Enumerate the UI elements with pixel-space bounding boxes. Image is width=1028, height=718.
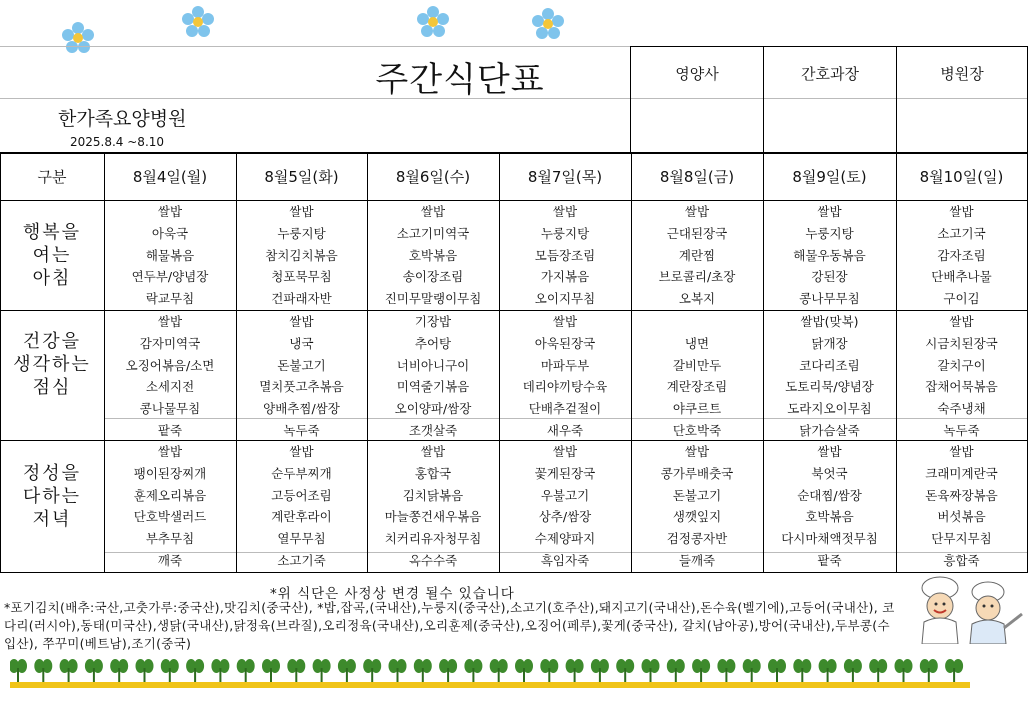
menu-item-lunch-sun: 녹두죽 — [943, 423, 980, 438]
menu-item-breakfast-sat: 콩나무무침 — [799, 291, 860, 307]
approval-nutritionist: 영양사 — [675, 65, 719, 83]
menu-item-dinner-sat: 순대찜/쌈장 — [797, 487, 862, 503]
sprout-icon — [313, 659, 331, 682]
menu-item-breakfast-fri: 쌀밥 — [684, 204, 710, 219]
header-category: 구분 — [37, 168, 67, 186]
menu-item-lunch-sat: 닭개장 — [811, 335, 848, 351]
menu-item-dinner-sat: 다시마채액젓무침 — [781, 531, 878, 547]
menu-item-breakfast-thu: 누룽지탕 — [540, 225, 590, 241]
menu-item-lunch-fri: 야쿠르트 — [672, 401, 722, 417]
menu-item-lunch-mon: 쌀밥 — [157, 314, 183, 329]
menu-item-lunch-tue: 냉국 — [289, 335, 314, 351]
menu-item-dinner-tue: 순두부찌개 — [271, 465, 332, 481]
menu-item-dinner-thu: 수제양파지 — [534, 531, 596, 547]
meal-label-line: 생각하는 — [13, 354, 91, 375]
menu-item-breakfast-wed: 진미무말랭이무침 — [384, 291, 482, 307]
menu-item-breakfast-wed: 쌀밥 — [420, 204, 446, 219]
sprout-icon — [667, 659, 685, 682]
menu-item-dinner-wed: 김치닭볶음 — [402, 487, 464, 503]
flower-icon — [415, 4, 451, 40]
sprout-icon — [211, 659, 229, 682]
header-day-thu: 8월7일(목) — [527, 168, 603, 186]
menu-item-breakfast-sun: 감자조림 — [937, 247, 986, 263]
flower-icon — [530, 6, 566, 42]
menu-item-breakfast-sat: 쌀밥 — [817, 204, 842, 219]
menu-item-dinner-fri: 검정콩자반 — [666, 531, 728, 547]
menu-item-lunch-thu: 새우죽 — [546, 423, 584, 438]
menu-item-dinner-wed: 옥수수죽 — [408, 553, 458, 568]
meal-label-lunch — [0, 330, 104, 399]
menu-item-breakfast-tue: 건파래자반 — [271, 291, 332, 307]
menu-item-breakfast-tue: 참치김치볶음 — [265, 247, 338, 263]
menu-item-dinner-thu: 꽃게된장국 — [534, 465, 596, 481]
meal-label-line: 정성을 — [22, 463, 82, 484]
menu-item-lunch-thu: 단배추겉절이 — [528, 401, 602, 417]
sprout-icon — [60, 659, 78, 682]
menu-item-lunch-wed: 추어탕 — [414, 335, 452, 351]
sprout-icon — [490, 659, 508, 682]
meal-label-breakfast — [0, 221, 104, 290]
menu-item-dinner-sat: 팥죽 — [817, 553, 842, 568]
menu-item-dinner-fri: 들깨죽 — [678, 553, 716, 568]
menu-item-lunch-wed: 조갯살죽 — [408, 423, 458, 438]
sprout-icon — [439, 659, 457, 682]
sprout-icon — [110, 659, 128, 682]
menu-item-dinner-fri: 생깻잎지 — [672, 509, 722, 525]
menu-item-lunch-tue: 돈불고기 — [277, 357, 326, 373]
menu-item-breakfast-sun: 구이김 — [943, 291, 980, 307]
menu-item-lunch-fri: 냉면 — [684, 335, 710, 351]
sprout-icon — [692, 659, 710, 682]
menu-item-breakfast-thu: 가지볶음 — [540, 269, 590, 285]
menu-item-lunch-mon: 소세지전 — [145, 379, 195, 395]
menu-item-dinner-sun: 크래미계란국 — [925, 465, 998, 481]
menu-item-dinner-thu: 상추/쌈장 — [538, 509, 592, 525]
hospital-name: 한가족요양병원 — [58, 108, 187, 130]
menu-item-breakfast-fri: 브로콜리/초장 — [658, 269, 736, 285]
sprout-icon — [85, 659, 103, 682]
menu-item-dinner-mon: 부추무침 — [145, 531, 195, 547]
menu-item-lunch-mon: 감자미역국 — [139, 335, 201, 351]
sprout-icon — [945, 659, 963, 682]
menu-item-lunch-fri: 계란장조림 — [666, 379, 728, 395]
sprout-icon — [136, 659, 154, 682]
menu-item-lunch-thu: 쌀밥 — [552, 314, 578, 329]
sprout-icon — [819, 659, 837, 682]
sprout-icon — [464, 659, 482, 682]
menu-item-breakfast-sun: 쌀밥 — [949, 204, 974, 219]
meal-label-line: 점심 — [32, 377, 72, 398]
menu-item-lunch-sun: 잡채어묵볶음 — [925, 379, 998, 395]
menu-item-lunch-wed: 너비아니구이 — [396, 357, 470, 373]
menu-item-lunch-sun: 숙주냉채 — [937, 401, 986, 417]
menu-item-lunch-tue: 쌀밥 — [289, 314, 314, 329]
menu-period: 2025.8.4 ~8.10 — [70, 135, 165, 149]
menu-item-lunch-thu: 아욱된장국 — [534, 335, 596, 351]
menu-item-lunch-wed: 미역줄기볶음 — [396, 379, 470, 395]
menu-item-dinner-sat: 호박볶음 — [805, 509, 854, 525]
sprout-icon — [642, 659, 660, 682]
menu-item-dinner-thu: 흑임자죽 — [540, 553, 590, 568]
menu-item-breakfast-mon: 쌀밥 — [157, 204, 183, 219]
sprout-icon — [591, 659, 609, 682]
menu-item-breakfast-thu: 쌀밥 — [552, 204, 578, 219]
menu-item-lunch-mon: 팥죽 — [157, 423, 183, 438]
sprout-icon — [616, 659, 634, 682]
header-day-fri: 8월8일(금) — [659, 168, 735, 186]
menu-item-dinner-sat: 쌀밥 — [817, 444, 842, 459]
sprout-icon — [186, 659, 204, 682]
menu-item-dinner-mon: 깨죽 — [157, 553, 183, 568]
menu-item-lunch-sat: 쌀밥(맞복) — [800, 314, 859, 329]
origin-info: *포기김치(배추:국산,고춧가루:중국산),맛김치(중국산), *밥,잡곡,(국내산),누룽지(중국산),소고기(호주산),돼지고기(국내산),돈수육(벨기에),고등어(국내산), 코다리(러시아),동태(미국산),생닭(국내산),닭정육(브라질),오리정육(국내산),오리훈제(중국산),오징어(페루),꽃게(중국산), 갈치(남아공),방어(국내산),두부콩(수입산), 쭈꾸미(베트남),조기(중국) — [4, 600, 895, 651]
menu-item-breakfast-mon: 락교무침 — [145, 291, 195, 307]
header-day-mon: 8월4일(월) — [132, 168, 208, 186]
sprout-icon — [869, 659, 887, 682]
menu-item-breakfast-tue: 쌀밥 — [289, 204, 314, 219]
menu-item-dinner-tue: 소고기죽 — [277, 553, 326, 568]
menu-item-breakfast-fri: 오복지 — [678, 291, 716, 307]
menu-item-lunch-sat: 도토리묵/양념장 — [785, 379, 874, 395]
menu-item-breakfast-sat: 강된장 — [811, 269, 848, 285]
sprout-icon — [566, 659, 584, 682]
menu-item-breakfast-wed: 송이장조림 — [402, 269, 464, 285]
sprout-icon — [10, 659, 27, 682]
menu-item-dinner-wed: 쌀밥 — [420, 444, 446, 459]
menu-item-dinner-sun: 쌀밥 — [949, 444, 974, 459]
plant-fence-decoration — [10, 654, 970, 694]
menu-item-lunch-wed: 오이양파/쌈장 — [394, 401, 472, 417]
page-title: 주간식단표 — [375, 60, 545, 100]
menu-item-breakfast-fri: 계란찜 — [678, 247, 716, 263]
menu-item-lunch-tue: 양배추찜/쌈장 — [263, 401, 340, 417]
menu-item-dinner-fri: 쌀밥 — [684, 444, 710, 459]
menu-item-lunch-tue: 녹두죽 — [283, 423, 320, 438]
menu-item-lunch-fri — [632, 311, 762, 332]
menu-item-lunch-thu: 마파두부 — [540, 357, 590, 373]
menu-item-breakfast-mon: 연두부/양념장 — [131, 269, 209, 285]
header-day-tue: 8월5일(화) — [264, 168, 339, 186]
meal-label-line: 건강을 — [22, 331, 82, 352]
menu-item-lunch-sun: 시금치된장국 — [925, 335, 998, 351]
sprout-icon — [161, 659, 179, 682]
menu-item-breakfast-fri: 근대된장국 — [666, 225, 728, 241]
approval-director: 병원장 — [940, 65, 984, 83]
menu-item-dinner-fri: 콩가루배춧국 — [660, 465, 734, 481]
sprout-icon — [389, 659, 407, 682]
menu-item-dinner-wed: 마늘쫑건새우볶음 — [384, 509, 482, 525]
meal-label-line: 다하는 — [22, 486, 82, 507]
header-day-wed: 8월6일(수) — [395, 168, 471, 186]
meal-label-line: 여는 — [32, 245, 72, 266]
menu-item-breakfast-wed: 호박볶음 — [408, 247, 458, 263]
menu-item-breakfast-sat: 해물우동볶음 — [793, 247, 866, 263]
menu-item-dinner-tue: 계란후라이 — [271, 509, 332, 525]
sprout-icon — [717, 659, 735, 682]
menu-item-lunch-tue: 멸치풋고추볶음 — [259, 379, 344, 395]
menu-item-dinner-mon: 훈제오리볶음 — [133, 487, 207, 503]
menu-item-dinner-mon: 쌀밥 — [157, 444, 183, 459]
sprout-icon — [768, 659, 786, 682]
sprout-icon — [262, 659, 280, 682]
menu-item-lunch-thu: 데리야끼탕수육 — [522, 379, 608, 395]
chefs-illustration — [900, 574, 1026, 644]
menu-item-lunch-sat: 도라지오이무침 — [787, 401, 872, 417]
menu-item-lunch-fri: 단호박죽 — [672, 423, 722, 438]
menu-item-breakfast-thu: 모듬장조림 — [534, 247, 596, 263]
sprout-icon — [237, 659, 255, 682]
meal-label-line: 아침 — [32, 268, 72, 289]
sprout-icon — [895, 659, 913, 682]
sprout-icon — [920, 659, 938, 682]
sprout-icon — [34, 659, 52, 682]
menu-item-dinner-sun: 돈육짜장볶음 — [925, 487, 998, 503]
flower-icon — [180, 4, 216, 40]
menu-item-lunch-mon: 오징어볶음/소면 — [125, 357, 215, 373]
sprout-icon — [743, 659, 761, 682]
menu-item-lunch-mon: 콩나물무침 — [139, 401, 201, 417]
sprout-icon — [844, 659, 862, 682]
header-day-sat: 8월9일(토) — [792, 168, 867, 186]
sprout-icon — [363, 659, 381, 682]
header-day-sun: 8월10일(일) — [919, 168, 1004, 186]
menu-item-dinner-sun: 버섯볶음 — [937, 509, 986, 525]
menu-item-dinner-thu: 우불고기 — [540, 487, 590, 503]
menu-item-dinner-mon: 팽이된장찌개 — [133, 465, 207, 481]
menu-item-breakfast-tue: 청포묵무침 — [271, 269, 332, 285]
menu-item-lunch-fri: 갈비만두 — [672, 357, 722, 373]
sprout-icon — [515, 659, 533, 682]
meal-label-line: 저녁 — [32, 509, 72, 530]
menu-item-breakfast-sun: 소고기국 — [937, 225, 986, 241]
menu-item-lunch-sat: 닭가슴살죽 — [799, 423, 860, 438]
menu-item-dinner-tue: 쌀밥 — [289, 444, 314, 459]
menu-item-lunch-sun: 갈치구이 — [937, 357, 986, 373]
menu-item-breakfast-mon: 해물볶음 — [145, 247, 195, 263]
menu-item-breakfast-tue: 누룽지탕 — [277, 225, 326, 241]
menu-item-dinner-wed: 치커리유자청무침 — [384, 531, 482, 547]
menu-item-lunch-sun: 쌀밥 — [949, 314, 974, 329]
menu-item-dinner-sun: 단무지무침 — [931, 531, 992, 547]
sprout-icon — [414, 659, 432, 682]
menu-item-dinner-thu: 쌀밥 — [552, 444, 578, 459]
fence-rail — [10, 682, 970, 688]
sprout-icon — [540, 659, 558, 682]
sprout-icon — [287, 659, 305, 682]
menu-item-dinner-tue: 고등어조림 — [271, 487, 332, 503]
menu-item-breakfast-wed: 소고기미역국 — [396, 225, 470, 241]
menu-item-dinner-sat: 북엇국 — [811, 465, 848, 481]
menu-item-dinner-wed: 홍합국 — [414, 465, 452, 481]
menu-item-dinner-fri: 돈불고기 — [672, 487, 722, 503]
flower-icon — [60, 20, 96, 56]
menu-item-dinner-sun: 흥합죽 — [943, 553, 980, 568]
menu-item-dinner-tue: 열무무침 — [277, 531, 326, 547]
menu-item-lunch-wed: 기장밥 — [414, 314, 452, 329]
menu-item-breakfast-mon: 아욱국 — [151, 225, 189, 241]
meal-label-line: 행복을 — [22, 222, 82, 243]
change-notice: *위 식단은 사정상 변경 될수 있습니다 — [270, 586, 515, 602]
menu-item-breakfast-thu: 오이지무침 — [534, 291, 596, 307]
menu-item-dinner-mon: 단호박샐러드 — [133, 509, 207, 525]
sprout-icon — [793, 659, 811, 682]
meal-label-dinner — [0, 462, 104, 531]
menu-item-breakfast-sun: 단배추나물 — [931, 269, 992, 285]
menu-item-breakfast-sat: 누룽지탕 — [805, 225, 854, 241]
sprout-icon — [338, 659, 356, 682]
menu-item-lunch-sat: 코다리조림 — [799, 357, 860, 373]
approval-nursing-chief: 간호과장 — [801, 65, 859, 83]
